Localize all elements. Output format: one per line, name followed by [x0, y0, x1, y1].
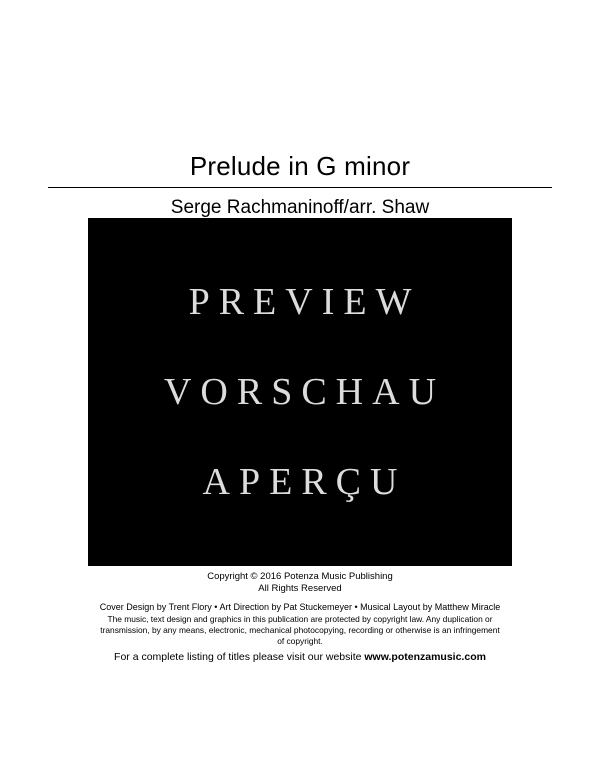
credits-line-1: Cover Design by Trent Flory • Art Direction by Pat Stuckemeyer • Musical Layout by Matthew Miracle — [99, 602, 501, 612]
credits-line-4: of copyright. — [277, 635, 323, 646]
preview-watermark-panel — [88, 218, 512, 566]
copyright-line-2: All Rights Reserved — [258, 582, 342, 594]
preview-word-french: APERÇU — [202, 461, 407, 503]
website-label: For a complete listing of titles please visit our website — [114, 651, 365, 663]
page-title: Prelude in G minor — [189, 151, 411, 181]
website-line — [0, 651, 600, 663]
title-divider-rule — [48, 187, 552, 188]
composer-credit: Serge Rachmaninoff/arr. Shaw — [170, 197, 430, 218]
copyright-line-1: Copyright © 2016 Potenza Music Publishing — [207, 571, 393, 582]
credits-line-3: transmission, by any means, electronic, mechanical photocopying, recording or otherwise is an infringement — [100, 624, 500, 635]
preview-word-german: VORSCHAU — [163, 371, 446, 413]
website-url[interactable]: www.potenzamusic.com — [364, 651, 486, 663]
credits-block — [0, 602, 600, 646]
copyright-block — [0, 571, 600, 595]
credits-line-2: The music, text design and graphics in this publication are protected by copyright law. Any duplication or — [107, 613, 493, 624]
preview-word-english: PREVIEW — [188, 281, 421, 323]
